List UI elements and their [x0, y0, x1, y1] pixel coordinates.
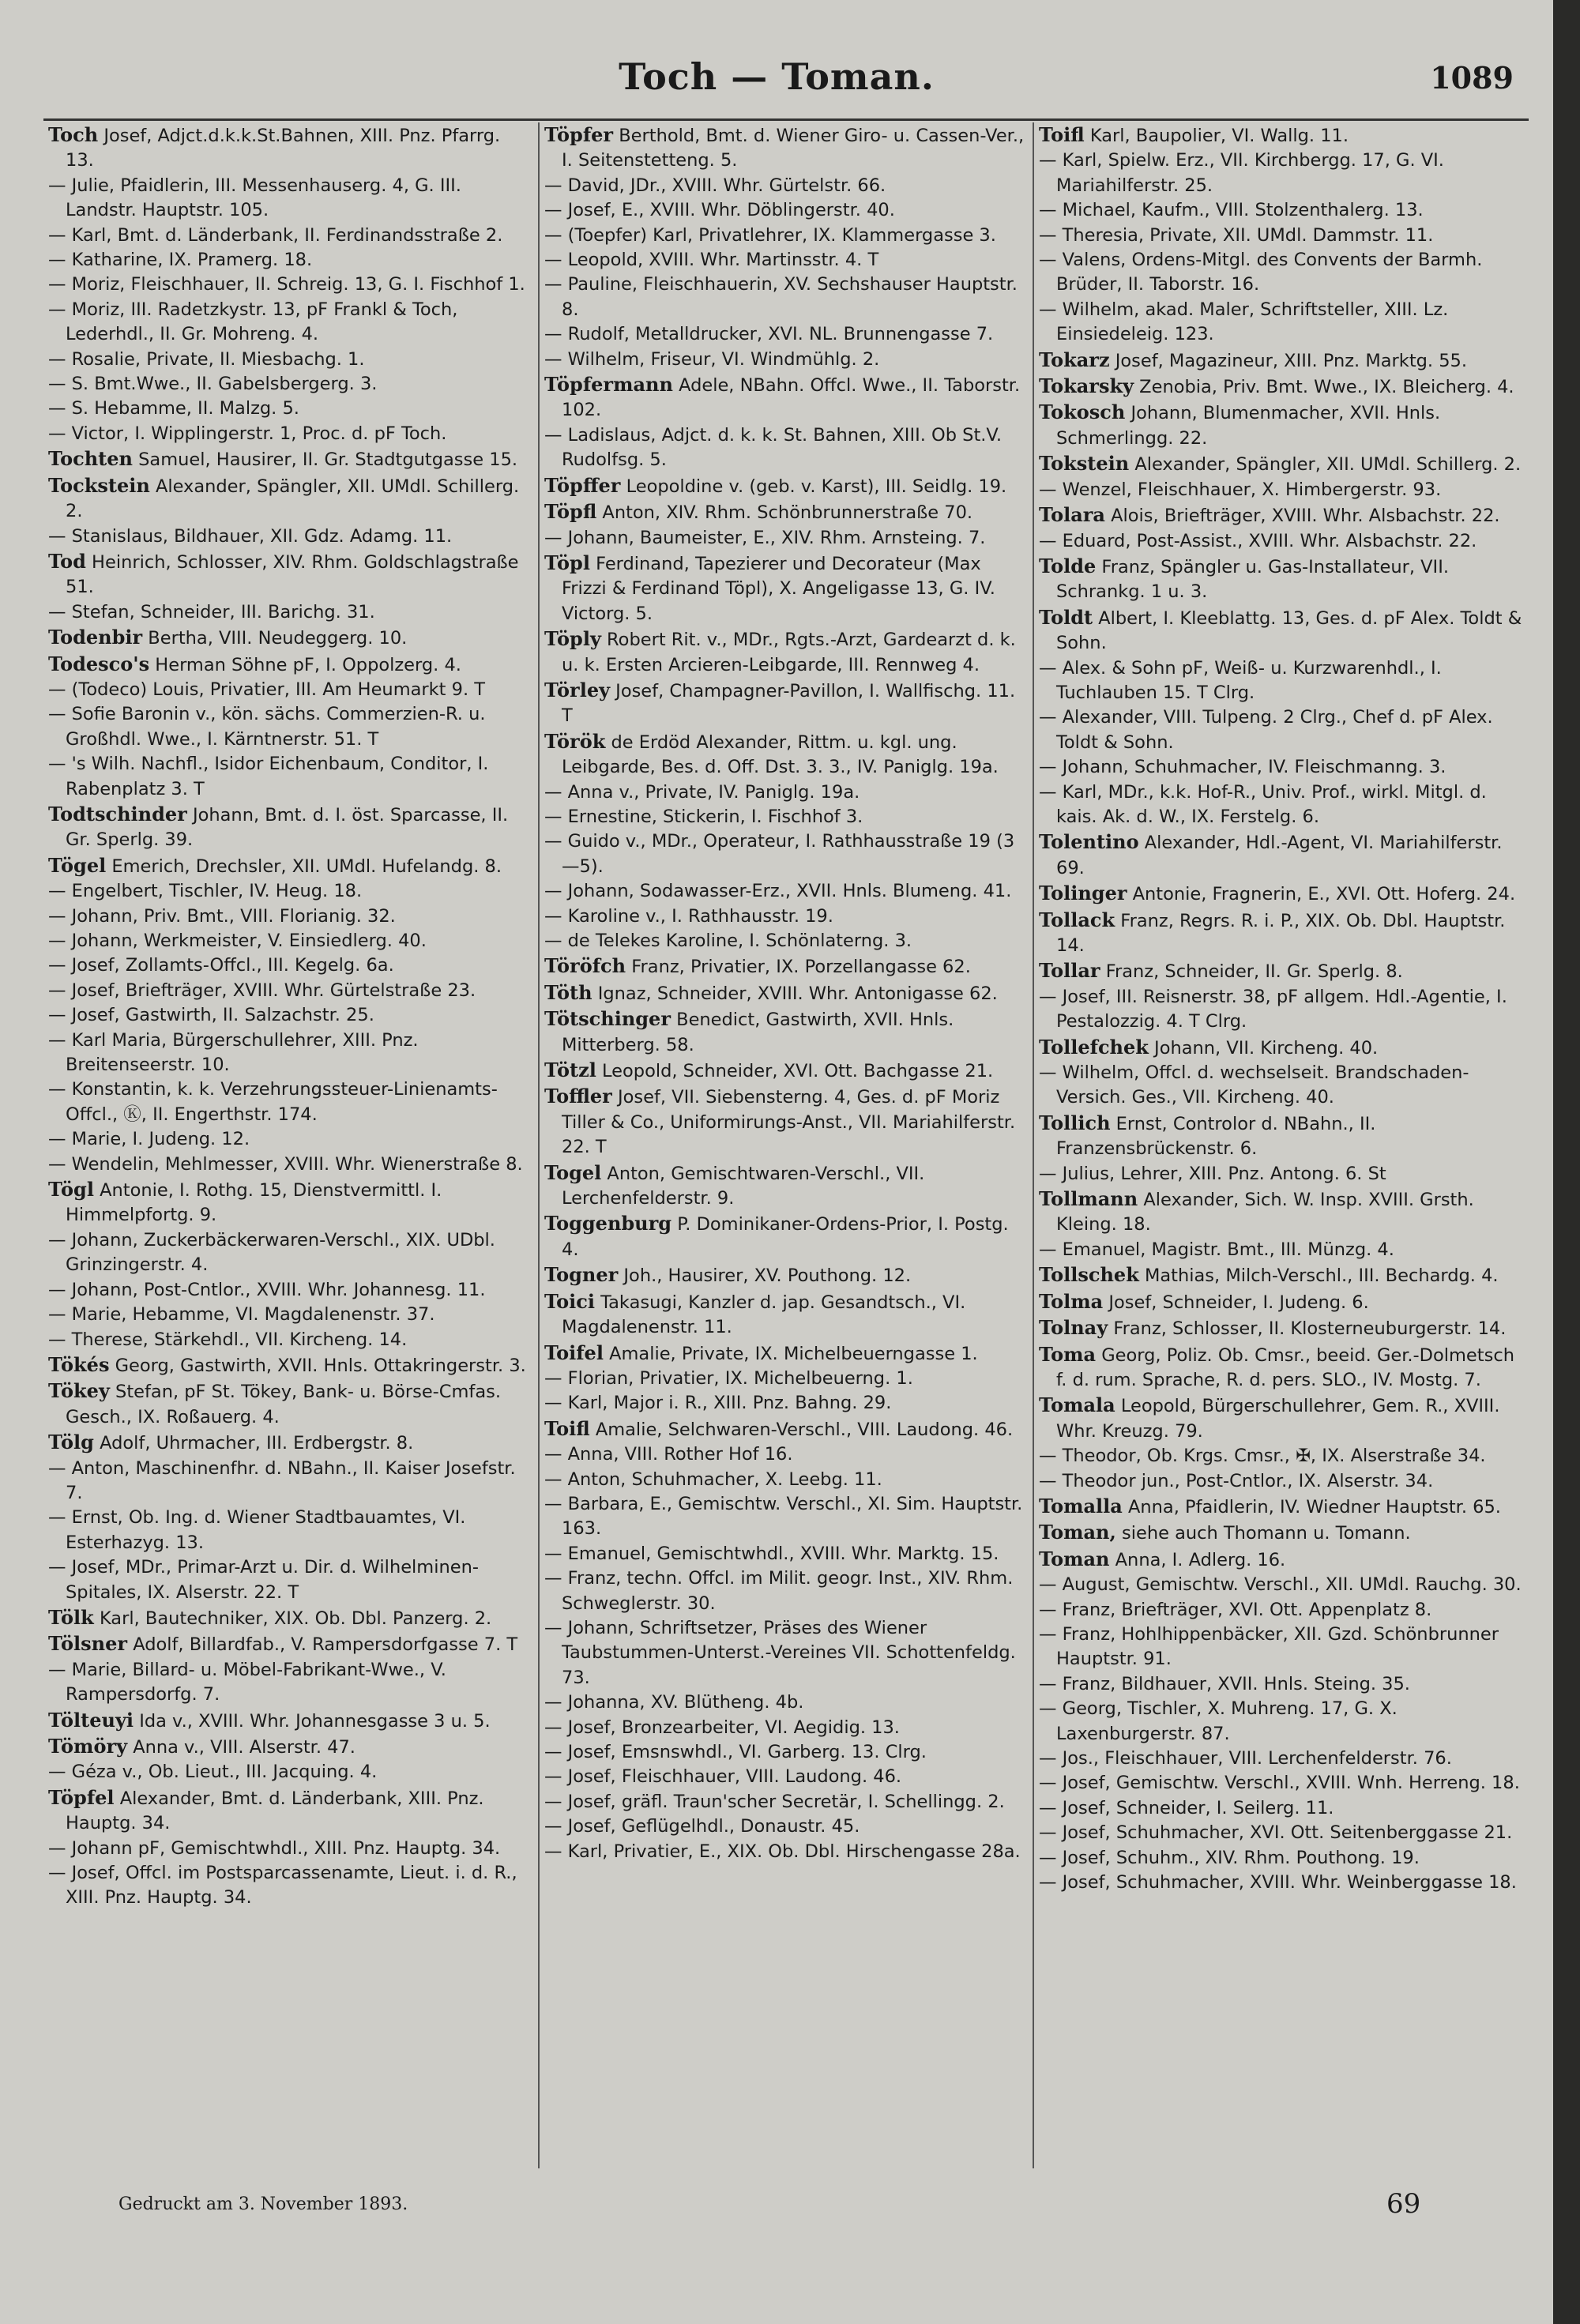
directory-entry: — Josef, Gemischtw. Verschl., XVIII. Wnh. Herreng. 18. [1039, 1773, 1520, 1794]
directory-entry: Törley Josef, Champagner-Pavillon, I. Wallfischg. 11. T [544, 678, 1016, 727]
directory-entry: — Josef, Gastwirth, II. Salzachstr. 25. [48, 1005, 374, 1026]
entry-surname: Tollack [1039, 908, 1115, 931]
directory-entry: — Josef, MDr., Primar-Arzt u. Dir. d. Wilhelminen-Spitales, IX. Alserstr. 22. T [48, 1557, 479, 1603]
directory-entry: — Franz, Bildhauer, XVII. Hnls. Steing. 35. [1039, 1673, 1410, 1694]
entry-surname: Toldt [1039, 605, 1093, 629]
page-footer [43, 2188, 1529, 2236]
directory-entry: — Katharine, IX. Pramerg. 18. [48, 250, 313, 271]
entry-surname: Töpfermann [544, 373, 673, 397]
entry-surname: Tölk [48, 1605, 94, 1629]
directory-entry: — Josef, gräfl. Traun'scher Secretär, I. Schellingg. 2. [544, 1791, 1005, 1812]
directory-entry: — Josef, Schuhmacher, XVIII. Whr. Weinberggasse 18. [1039, 1872, 1517, 1893]
directory-entry: — Karl, Spielw. Erz., VII. Kirchbergg. 17, G. VI. Mariahilferstr. 25. [1039, 150, 1444, 196]
directory-entry: — Karl, Privatier, E., XIX. Ob. Dbl. Hirschengasse 28a. [544, 1841, 1021, 1862]
directory-entry: — Johann, Schriftsetzer, Präses des Wiener Taubstummen-Unterst.-Vereines VII. Schottenfeldg. 73. [544, 1617, 1016, 1688]
directory-entry: — Stanislaus, Bildhauer, XII. Gdz. Adamg. 11. [48, 525, 453, 547]
directory-entry: Tollefchek Johann, VII. Kircheng. 40. [1039, 1035, 1379, 1059]
directory-entry: — Jos., Fleischhauer, VIII. Lerchenfelderstr. 76. [1039, 1748, 1452, 1769]
directory-entry: Toffler Josef, VII. Siebensterng. 4, Ges. d. pF Moriz Tiller & Co., Uniformirungs-Anst., VII. Mariahilferstr. 22. T [544, 1085, 1016, 1158]
directory-entry: — Anna v., Private, IV. Paniglg. 19a. [544, 781, 860, 803]
directory-entry: — Wenzel, Fleischhauer, X. Himbergerstr. 93. [1039, 479, 1442, 500]
entry-surname: Tolinger [1039, 882, 1127, 905]
entry-surname: Toffler [544, 1085, 612, 1108]
entry-surname: Tökés [48, 1352, 110, 1376]
entry-surname: Toch [48, 123, 99, 146]
directory-entry: Tölg Adolf, Uhrmacher, III. Erdbergstr. 8. [48, 1431, 414, 1454]
directory-entry: Toman, siehe auch Thomann u. Tomann. [1039, 1521, 1411, 1544]
directory-entry: — Emanuel, Magistr. Bmt., III. Münzg. 4. [1039, 1239, 1394, 1260]
entry-surname: Tölteuyi [48, 1708, 134, 1732]
entry-surname: Tochten [48, 447, 133, 471]
directory-entry: — Anton, Schuhmacher, X. Leebg. 11. [544, 1468, 882, 1490]
directory-entry: Tokarsky Zenobia, Priv. Bmt. Wwe., IX. Bleicherg. 4. [1039, 374, 1514, 398]
directory-entry: — Johann, Priv. Bmt., VIII. Florianig. 32. [48, 905, 396, 927]
directory-entry: Tollar Franz, Schneider, II. Gr. Sperlg. 8. [1039, 959, 1403, 983]
directory-entry: Tolara Alois, Briefträger, XVIII. Whr. Alsbachstr. 22. [1039, 503, 1500, 527]
directory-entry: — Emanuel, Gemischtwhdl., XVIII. Whr. Marktg. 15. [544, 1543, 999, 1564]
directory-entry: Tokarz Josef, Magazineur, XIII. Pnz. Marktg. 55. [1039, 348, 1468, 371]
directory-entry: Toifl Amalie, Selchwaren-Verschl., VIII. Laudong. 46. [544, 1416, 1014, 1440]
entry-surname: Tollmann [1039, 1187, 1138, 1211]
entry-surname: Töpffer [544, 473, 621, 497]
directory-entry: — Sofie Baronin v., kön. sächs. Commerzien-R. u. Großhdl. Wwe., I. Kärntnerstr. 51. T [48, 704, 486, 750]
directory-entry: — Konstantin, k. k. Verzehrungssteuer-Linienamts-Offcl., Ⓚ, II. Engerthstr. 174. [48, 1079, 498, 1125]
directory-entry: — Marie, Hebamme, VI. Magdalenenstr. 37. [48, 1304, 435, 1326]
directory-entry: Tögl Antonie, I. Rothg. 15, Dienstvermittl. I. Himmelpfortg. 9. [48, 1178, 442, 1226]
directory-entry: — Leopold, XVIII. Whr. Martinsstr. 4. T [544, 250, 879, 271]
directory-entry: Toici Takasugi, Kanzler d. jap. Gesandtsch., VI. Magdalenenstr. 11. [544, 1289, 966, 1338]
directory-entry: — Josef, Zollamts-Offcl., III. Kegelg. 6a. [48, 955, 394, 976]
directory-entry: Tolde Franz, Spängler u. Gas-Installateur, VII. Schrankg. 1 u. 3. [1039, 554, 1449, 603]
directory-entry: Toch Josef, Adjct.d.k.k.St.Bahnen, XIII. Pnz. Pfarrg. 13. [48, 123, 501, 171]
entry-surname: Tolma [1039, 1289, 1104, 1313]
directory-entry: — Franz, techn. Offcl. im Milit. geogr. Inst., XIV. Rhm. Schweglerstr. 30. [544, 1568, 1014, 1614]
entry-surname: Tögel [48, 853, 107, 877]
directory-entry: Tokstein Alexander, Spängler, XII. UMdl. Schillerg. 2. [1039, 452, 1522, 476]
directory-entry: — S. Bmt.Wwe., II. Gabelsbergerg. 3. [48, 374, 378, 395]
directory-entry: — Josef, Briefträger, XVIII. Whr. Gürtelstraße 23. [48, 980, 476, 1001]
signature-number: 69 [1386, 2188, 1421, 2220]
directory-entry: Todesco's Herman Söhne pF, I. Oppolzerg. 4. [48, 652, 461, 675]
directory-entry: — Johann, Baumeister, E., XIV. Rhm. Arnsteing. 7. [544, 527, 986, 548]
directory-entry: Toldt Albert, I. Kleeblattg. 13, Ges. d. pF Alex. Toldt & Sohn. [1039, 605, 1522, 654]
entry-surname: Toman [1039, 1547, 1110, 1570]
entry-surname: Tod [48, 549, 86, 573]
directory-entry: Toman Anna, I. Adlerg. 16. [1039, 1547, 1286, 1570]
directory-entry: — Karl, MDr., k.k. Hof-R., Univ. Prof., wirkl. Mitgl. d. kais. Ak. d. W., IX. Ferstelg. 6. [1039, 781, 1487, 827]
directory-entry: — 's Wilh. Nachfl., Isidor Eichenbaum, Conditor, I. Rabenplatz 3. T [48, 754, 489, 799]
directory-entry: Töply Robert Rit. v., MDr., Rgts.-Arzt, Gardearzt d. k. u. k. Ersten Arcieren-Leibgarde, III. Rennweg 4. [544, 627, 1016, 675]
directory-entry: Töth Ignaz, Schneider, XVIII. Whr. Antonigasse 62. [544, 980, 998, 1004]
column-middle [538, 122, 1033, 2168]
directory-entry: Toifl Karl, Baupolier, VI. Wallg. 11. [1039, 123, 1349, 146]
directory-entry: — Julie, Pfaidlerin, III. Messenhauserg. 4, G. III. Landstr. Hauptstr. 105. [48, 175, 461, 221]
entry-surname: Tölg [48, 1431, 94, 1454]
directory-entry: — Franz, Briefträger, XVI. Ott. Appenplatz 8. [1039, 1599, 1432, 1620]
directory-entry: Tollack Franz, Regrs. R. i. P., XIX. Ob. Dbl. Hauptstr. 14. [1039, 908, 1506, 956]
directory-entry: — Johann, Werkmeister, V. Einsiedlerg. 40. [48, 931, 427, 951]
entry-surname: Török [544, 729, 606, 753]
directory-entry: — Guido v., MDr., Operateur, I. Rathhausstraße 19 (3—5). [544, 831, 1015, 877]
directory-entry: Tölsner Adolf, Billardfab., V. Rampersdorfgasse 7. T [48, 1632, 518, 1656]
entry-surname: Tolentino [1039, 830, 1139, 854]
directory-entry: Tomalla Anna, Pfaidlerin, IV. Wiedner Hauptstr. 65. [1039, 1494, 1501, 1517]
entry-surname: Toma [1039, 1342, 1097, 1366]
directory-entry: Töpfl Anton, XIV. Rhm. Schönbrunnerstraße 70. [544, 500, 973, 524]
directory-entry: Tötzl Leopold, Schneider, XVI. Ott. Bachgasse 21. [544, 1059, 994, 1082]
directory-entry: — Josef, E., XVIII. Whr. Döblingerstr. 40. [544, 200, 895, 221]
directory-entry: — Moriz, Fleischhauer, II. Schreig. 13, G. I. Fischhof 1. [48, 274, 525, 295]
directory-entry: — Georg, Tischler, X. Muhreng. 17, G. X. Laxenburgerstr. 87. [1039, 1698, 1398, 1744]
entry-surname: Tokosch [1039, 400, 1126, 424]
page-number: 1089 [1430, 60, 1514, 96]
entry-surname: Tölsner [48, 1632, 128, 1656]
directory-entry: — Josef, Schneider, I. Seilerg. 11. [1039, 1797, 1334, 1818]
directory-entry: Töpfel Alexander, Bmt. d. Länderbank, XIII. Pnz. Hauptg. 34. [48, 1785, 484, 1834]
directory-entry: — Marie, I. Judeng. 12. [48, 1129, 250, 1150]
directory-entry: — Theresia, Private, XII. UMdl. Dammstr. 11. [1039, 224, 1434, 246]
directory-entry: Togner Joh., Hausirer, XV. Pouthong. 12. [544, 1263, 912, 1287]
directory-entry: Tokosch Johann, Blumenmacher, XVII. Hnls. Schmerlingg. 22. [1039, 400, 1441, 449]
directory-entry: — Josef, Offcl. im Postsparcassenamte, Lieut. i. d. R., XIII. Pnz. Hauptg. 34. [48, 1863, 517, 1908]
directory-entry: Tölk Karl, Bautechniker, XIX. Ob. Dbl. Panzerg. 2. [48, 1605, 492, 1629]
entry-surname: Toifl [1039, 123, 1085, 146]
entry-surname: Tokarsky [1039, 374, 1134, 398]
directory-entry: — (Toepfer) Karl, Privatlehrer, IX. Klammergasse 3. [544, 224, 996, 246]
directory-entry: Toma Georg, Poliz. Ob. Cmsr., beeid. Ger.-Dolmetsch f. d. rum. Sprache, R. d. pers. SLO., IV. Mostg. 7. [1039, 1342, 1514, 1390]
directory-entry: Tökés Georg, Gastwirth, XVII. Hnls. Ottakringerstr. 3. [48, 1352, 526, 1376]
entry-surname: Törley [544, 678, 611, 701]
directory-entry: Töpl Ferdinand, Tapezierer und Decorateur (Max Frizzi & Ferdinand Töpl), X. Angeligasse 13, G. IV. Victorg. 5. [544, 551, 995, 624]
directory-entry: Töpfer Berthold, Bmt. d. Wiener Giro- u. Cassen-Ver., I. Seitenstetteng. 5. [544, 123, 1025, 171]
directory-entry: Tochten Samuel, Hausirer, II. Gr. Stadtgutgasse 15. [48, 447, 518, 471]
directory-entry: Toggenburg P. Dominikaner-Ordens-Prior, I. Postg. 4. [544, 1212, 1009, 1260]
directory-entry: — Anna, VIII. Rother Hof 16. [544, 1444, 793, 1465]
directory-entry: — Theodor jun., Post-Cntlor., IX. Alserstr. 34. [1039, 1470, 1434, 1491]
directory-entry: — Karl, Major i. R., XIII. Pnz. Bahng. 29. [544, 1393, 892, 1414]
page-header [0, 55, 1553, 118]
entry-surname: Togner [544, 1263, 619, 1287]
directory-entry: — Karl Maria, Bürgerschullehrer, XIII. Pnz. Breitenseerstr. 10. [48, 1029, 419, 1076]
directory-entry: Töröfch Franz, Privatier, IX. Porzellangasse 62. [544, 954, 971, 978]
directory-entry: — Engelbert, Tischler, IV. Heug. 18. [48, 881, 363, 902]
entry-surname: Tömöry [48, 1735, 128, 1758]
directory-entry: — Franz, Hohlhippenbäcker, XII. Gzd. Schönbrunner Hauptstr. 91. [1039, 1623, 1499, 1670]
directory-entry: Tölteuyi Ida v., XVIII. Whr. Johannesgasse 3 u. 5. [48, 1708, 491, 1732]
directory-entry: — Ladislaus, Adjct. d. k. k. St. Bahnen, XIII. Ob St.V. Rudolfsg. 5. [544, 424, 1003, 471]
entry-surname: Tötschinger [544, 1007, 671, 1031]
entry-surname: Tögl [48, 1178, 94, 1201]
entry-surname: Tollar [1039, 959, 1100, 983]
directory-entry: — Barbara, E., Gemischtw. Verschl., XI. Sim. Hauptstr. 163. [544, 1493, 1023, 1540]
entry-surname: Toman, [1039, 1521, 1116, 1544]
directory-entry: — David, JDr., XVIII. Whr. Gürtelstr. 66. [544, 175, 886, 196]
directory-entry: Tollschek Mathias, Milch-Verschl., III. Bechardg. 4. [1039, 1263, 1499, 1287]
directory-entry: — Pauline, Fleischhauerin, XV. Sechshauser Hauptstr. 8. [544, 274, 1018, 320]
entry-surname: Töröfch [544, 954, 626, 978]
directory-entry: — Alex. & Sohn pF, Weiß- u. Kurzwarenhdl., I. Tuchlauben 15. T Clrg. [1039, 657, 1442, 703]
entry-surname: Tökey [48, 1379, 110, 1403]
directory-entry: — Wilhelm, Offcl. d. wechselseit. Brandschaden-Versich. Ges., VII. Kircheng. 40. [1039, 1062, 1469, 1108]
directory-entry: — Theodor, Ob. Krgs. Cmsr., ✠, IX. Alserstraße 34. [1039, 1446, 1486, 1467]
directory-entry: — Johann, Zuckerbäckerwaren-Verschl., XIX. UDbl. Grinzingerstr. 4. [48, 1229, 495, 1276]
directory-entry: — Josef, Emsnswhdl., VI. Garberg. 13. Clrg. [544, 1742, 927, 1762]
directory-entry: Tötschinger Benedict, Gastwirth, XVII. Hnls. Mitterberg. 58. [544, 1007, 954, 1055]
directory-entry: — Wilhelm, akad. Maler, Schriftsteller, XIII. Lz. Einsiedeleig. 123. [1039, 299, 1449, 345]
column-left [43, 122, 538, 2168]
entry-surname: Töpfer [544, 123, 614, 146]
directory-entry: — Florian, Privatier, IX. Michelbeuerng. 1. [544, 1367, 913, 1389]
directory-entry: — Wilhelm, Friseur, VI. Windmühlg. 2. [544, 348, 880, 370]
directory-entry: Tökey Stefan, pF St. Tökey, Bank- u. Börse-Cmfas. Gesch., IX. Roßauerg. 4. [48, 1379, 502, 1427]
directory-entry: Tolinger Antonie, Fragnerin, E., XVI. Ott. Hoferg. 24. [1039, 882, 1516, 905]
entry-surname: Todesco's [48, 652, 150, 675]
directory-entry: — Karoline v., I. Rathhausstr. 19. [544, 905, 833, 927]
directory-entry: — Stefan, Schneider, III. Barichg. 31. [48, 601, 375, 622]
directory-entry: — Alexander, VIII. Tulpeng. 2 Clrg., Chef d. pF Alex. Toldt & Sohn. [1039, 707, 1493, 753]
directory-entry: — Wendelin, Mehlmesser, XVIII. Whr. Wienerstraße 8. [48, 1153, 523, 1175]
entry-surname: Töply [544, 627, 601, 651]
entry-surname: Tollefchek [1039, 1035, 1149, 1059]
entry-surname: Tötzl [544, 1059, 596, 1082]
directory-entry: — Josef, Schuhm., XIV. Rhm. Pouthong. 19. [1039, 1847, 1420, 1868]
header-rule [43, 118, 1529, 121]
entry-surname: Tolara [1039, 503, 1105, 527]
entry-surname: Todenbir [48, 626, 143, 649]
directory-entry: — Rosalie, Private, II. Miesbachg. 1. [48, 348, 365, 370]
directory-entry: — Rudolf, Metalldrucker, XVI. NL. Brunnengasse 7. [544, 324, 994, 345]
directory-entry: Todenbir Bertha, VIII. Neudeggerg. 10. [48, 626, 408, 649]
directory-entry: — Géza v., Ob. Lieut., III. Jacquing. 4. [48, 1762, 378, 1783]
directory-entry: — Josef, Geflügelhdl., Donaustr. 45. [544, 1816, 860, 1837]
directory-entry: — (Todeco) Louis, Privatier, III. Am Heumarkt 9. T [48, 679, 486, 700]
directory-entry: Tolma Josef, Schneider, I. Judeng. 6. [1039, 1289, 1369, 1313]
entry-surname: Tockstein [48, 473, 150, 497]
directory-entry: Töpffer Leopoldine v. (geb. v. Karst), III. Seidlg. 19. [544, 473, 1007, 497]
directory-entry: Tolentino Alexander, Hdl.-Agent, VI. Mariahilferstr. 69. [1039, 830, 1503, 878]
print-date: Gedruckt am 3. November 1893. [118, 2194, 408, 2214]
entry-surname: Tollschek [1039, 1263, 1139, 1287]
entry-surname: Toifl [544, 1416, 590, 1440]
directory-entry: — Julius, Lehrer, XIII. Pnz. Antong. 6. St [1039, 1163, 1386, 1184]
directory-entry: Todtschinder Johann, Bmt. d. I. öst. Sparcasse, II. Gr. Sperlg. 39. [48, 802, 509, 851]
directory-entry: — Johann pF, Gemischtwhdl., XIII. Pnz. Hauptg. 34. [48, 1837, 501, 1859]
directory-entry: — Valens, Ordens-Mitgl. des Convents der Barmh. Brüder, II. Taborstr. 16. [1039, 250, 1483, 295]
directory-entry: Töpfermann Adele, NBahn. Offcl. Wwe., II. Taborstr. 102. [544, 373, 1021, 421]
directory-entry: Tollich Ernst, Controlor d. NBahn., II. Franzensbrückenstr. 6. [1039, 1111, 1376, 1160]
entry-surname: Tomalla [1039, 1494, 1123, 1517]
directory-entry: Toifel Amalie, Private, IX. Michelbeuerngasse 1. [544, 1341, 978, 1364]
directory-entry: — Josef, Schuhmacher, XVI. Ott. Seitenberggasse 21. [1039, 1822, 1513, 1844]
entry-surname: Toici [544, 1289, 595, 1313]
directory-entry: Tod Heinrich, Schlosser, XIV. Rhm. Goldschlagstraße 51. [48, 549, 519, 598]
directory-entry: — Karl, Bmt. d. Länderbank, II. Ferdinandsstraße 2. [48, 224, 503, 246]
directory-columns [43, 122, 1529, 2168]
directory-entry: Tomala Leopold, Bürgerschullehrer, Gem. R., XVIII. Whr. Kreuzg. 79. [1039, 1393, 1500, 1442]
entry-surname: Tollich [1039, 1111, 1111, 1134]
entry-surname: Töpfel [48, 1785, 115, 1809]
directory-entry: — de Telekes Karoline, I. Schönlaterng. 3. [544, 931, 912, 951]
directory-entry: Tolnay Franz, Schlosser, II. Klosterneuburgerstr. 14. [1039, 1316, 1507, 1340]
directory-entry: — Therese, Stärkehdl., VII. Kircheng. 14. [48, 1329, 408, 1350]
entry-surname: Tolnay [1039, 1316, 1108, 1340]
entry-surname: Töth [544, 980, 592, 1004]
directory-entry: — Johanna, XV. Blütheng. 4b. [544, 1692, 804, 1713]
page-edge [1553, 0, 1580, 2324]
directory-entry: — Johann, Schuhmacher, IV. Fleischmanng. 3. [1039, 757, 1446, 778]
directory-entry: Tögel Emerich, Drechsler, XII. UMdl. Hufelandg. 8. [48, 853, 502, 877]
entry-surname: Tomala [1039, 1393, 1115, 1417]
entry-surname: Tolde [1039, 554, 1097, 577]
directory-entry: — Johann, Sodawasser-Erz., XVII. Hnls. Blumeng. 41. [544, 881, 1012, 902]
directory-entry: — Ernestine, Stickerin, I. Fischhof 3. [544, 806, 863, 827]
entry-surname: Toggenburg [544, 1212, 672, 1235]
directory-entry: — Josef, Fleischhauer, VIII. Laudong. 46. [544, 1766, 902, 1788]
entry-surname: Tokarz [1039, 348, 1110, 371]
directory-entry: — Eduard, Post-Assist., XVIII. Whr. Alsbachstr. 22. [1039, 530, 1477, 551]
directory-entry: Tollmann Alexander, Sich. W. Insp. XVIII. Grsth. Kleing. 18. [1039, 1187, 1474, 1235]
directory-entry: — Victor, I. Wipplingerstr. 1, Proc. d. pF Toch. [48, 423, 447, 444]
entry-surname: Togel [544, 1160, 602, 1184]
entry-surname: Toifel [544, 1341, 604, 1364]
directory-entry: — Michael, Kaufm., VIII. Stolzenthalerg. 13. [1039, 200, 1424, 221]
entry-surname: Tokstein [1039, 452, 1130, 476]
directory-entry: — Moriz, III. Radetzkystr. 13, pF Frankl & Toch, Lederhdl., II. Gr. Mohreng. 4. [48, 299, 458, 345]
directory-entry: Tockstein Alexander, Spängler, XII. UMdl. Schillerg. 2. [48, 473, 520, 522]
entry-surname: Töpfl [544, 500, 597, 524]
directory-entry: — Johann, Post-Cntlor., XVIII. Whr. Johannesg. 11. [48, 1279, 486, 1300]
directory-entry: — Josef, III. Reisnerstr. 38, pF allgem. Hdl.-Agentie, I. Pestalozzig. 4. T Clrg. [1039, 986, 1507, 1032]
page-title: Toch — Toman. [619, 55, 935, 98]
directory-entry: Török de Erdöd Alexander, Rittm. u. kgl. ung. Leibgarde, Bes. d. Off. Dst. 3. 3., IV. Paniglg. 19a. [544, 729, 999, 778]
directory-entry: — Marie, Billard- u. Möbel-Fabrikant-Wwe., V. Rampersdorfg. 7. [48, 1659, 446, 1705]
directory-entry: — August, Gemischtw. Verschl., XII. UMdl. Rauchg. 30. [1039, 1574, 1522, 1596]
column-right [1033, 122, 1527, 2168]
entry-surname: Todtschinder [48, 802, 187, 825]
directory-entry: — Ernst, Ob. Ing. d. Wiener Stadtbauamtes, VI. Esterhazyg. 13. [48, 1507, 466, 1553]
directory-entry: Togel Anton, Gemischtwaren-Verschl., VII. Lerchenfelderstr. 9. [544, 1160, 925, 1209]
entry-surname: Töpl [544, 551, 590, 574]
directory-entry: — Anton, Maschinenfhr. d. NBahn., II. Kaiser Josefstr. 7. [48, 1457, 516, 1503]
directory-entry: — S. Hebamme, II. Malzg. 5. [48, 398, 299, 419]
directory-entry: — Josef, Bronzearbeiter, VI. Aegidig. 13. [544, 1717, 900, 1738]
directory-entry: Tömöry Anna v., VIII. Alserstr. 47. [48, 1735, 356, 1758]
